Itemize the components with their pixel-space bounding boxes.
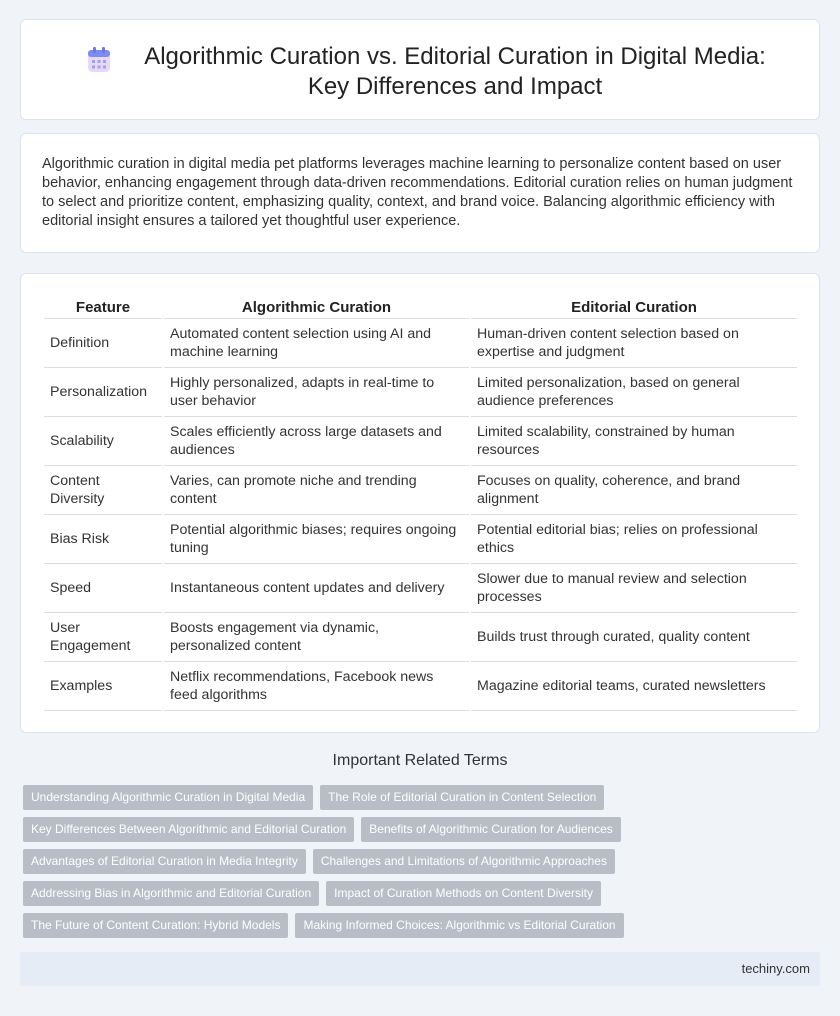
feature-cell: Bias Risk [44,515,162,564]
editorial-cell: Limited personalization, based on general audience preferences [471,368,797,417]
feature-cell: Examples [44,662,162,711]
title-card [20,19,820,120]
algorithmic-cell: Instantaneous content updates and delivery [164,564,469,613]
table-row [44,319,797,368]
feature-cell: Scalability [44,417,162,466]
table-row [44,368,797,417]
editorial-cell: Focuses on quality, coherence, and brand alignment [471,466,797,515]
footer [20,952,820,986]
editorial-cell: Slower due to manual review and selection processes [471,564,797,613]
related-terms-row [23,849,813,881]
algorithmic-cell: Netflix recommendations, Facebook news feed algorithms [164,662,469,711]
editorial-cell: Builds trust through curated, quality content [471,613,797,662]
column-header: Feature [44,296,162,319]
related-term-tag[interactable]: Challenges and Limitations of Algorithmic Approaches [313,849,615,874]
algorithmic-cell: Varies, can promote niche and trending content [164,466,469,515]
table-row [44,466,797,515]
related-term-tag[interactable]: The Role of Editorial Curation in Content Selection [320,785,604,810]
table-row [44,515,797,564]
table-row [44,662,797,711]
feature-cell: Personalization [44,368,162,417]
related-term-tag[interactable]: Understanding Algorithmic Curation in Digital Media [23,785,313,810]
feature-cell: Speed [44,564,162,613]
page-title: Algorithmic Curation vs. Editorial Curation in Digital Media: Key Differences and Impact [144,43,766,100]
related-terms-row [23,881,813,913]
related-term-tag[interactable]: Addressing Bias in Algorithmic and Editorial Curation [23,881,319,906]
column-header: Editorial Curation [471,296,797,319]
column-header: Algorithmic Curation [164,296,469,319]
algorithmic-cell: Automated content selection using AI and machine learning [164,319,469,368]
algorithmic-cell: Highly personalized, adapts in real-time to user behavior [164,368,469,417]
calendar-icon [87,47,111,73]
table-row [44,417,797,466]
related-terms-row [23,817,813,849]
related-term-tag[interactable]: Key Differences Between Algorithmic and Editorial Curation [23,817,354,842]
feature-cell: Content Diversity [44,466,162,515]
editorial-cell: Magazine editorial teams, curated newsletters [471,662,797,711]
related-terms-row [23,913,813,945]
related-term-tag[interactable]: Impact of Curation Methods on Content Diversity [326,881,601,906]
related-term-tag[interactable]: Advantages of Editorial Curation in Media Integrity [23,849,306,874]
feature-cell: Definition [44,319,162,368]
comparison-table [42,296,799,711]
related-term-tag[interactable]: Benefits of Algorithmic Curation for Audiences [361,817,620,842]
table-row [44,613,797,662]
feature-cell: User Engagement [44,613,162,662]
algorithmic-cell: Scales efficiently across large datasets and audiences [164,417,469,466]
related-terms-heading: Important Related Terms [332,752,508,769]
editorial-cell: Limited scalability, constrained by human resources [471,417,797,466]
related-terms-list [23,785,813,945]
related-terms-row [23,785,813,817]
related-term-tag[interactable]: The Future of Content Curation: Hybrid Models [23,913,288,938]
table-row [44,564,797,613]
comparison-card [20,273,820,733]
related-term-tag[interactable]: Making Informed Choices: Algorithmic vs Editorial Curation [295,913,623,938]
algorithmic-cell: Potential algorithmic biases; requires ongoing tuning [164,515,469,564]
footer-site[interactable]: techiny.com [741,961,810,976]
editorial-cell: Potential editorial bias; relies on professional ethics [471,515,797,564]
intro-card [20,133,820,253]
algorithmic-cell: Boosts engagement via dynamic, personalized content [164,613,469,662]
table-header-row [44,296,797,319]
editorial-cell: Human-driven content selection based on expertise and judgment [471,319,797,368]
intro-paragraph: Algorithmic curation in digital media pet platforms leverages machine learning to personalize content based on user behavior, enhancing engagement through data-driven recommendations. Editorial curation relies on human judgment to select and prioritize content, emphasizing quality, context, and brand voice. Balancing algorithmic efficiency with editorial insight ensures a tailored yet thoughtful user experience. [42,156,793,229]
